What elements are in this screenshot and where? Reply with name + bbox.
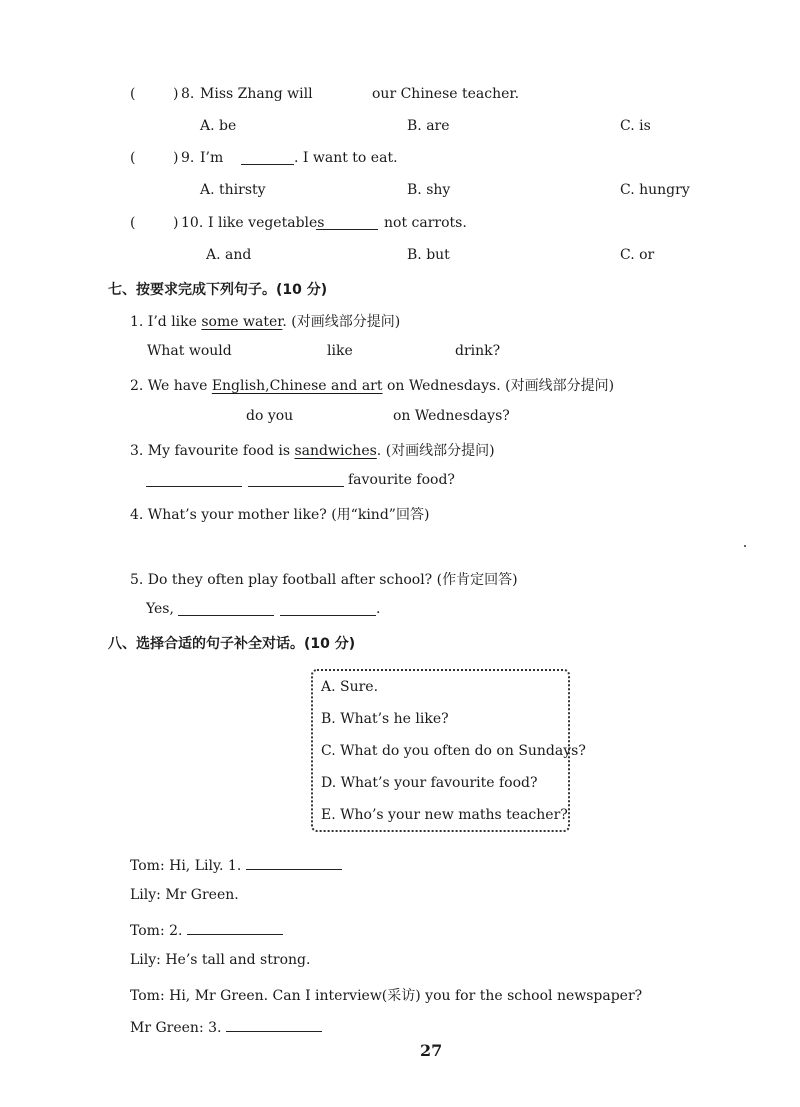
dialogue-text: Mr Green: 3.	[130, 1020, 222, 1036]
question-number: 10.	[181, 215, 204, 231]
box-option-a: A. Sure.	[321, 679, 379, 695]
dialogue-line: Tom: Hi, Mr Green. Can I interview(采访) you for the school newspaper?	[130, 988, 643, 1004]
dialogue-line: Lily: He’s tall and strong.	[130, 952, 311, 968]
box-option-e: E. Who’s your new maths teacher?	[321, 807, 568, 823]
q3-blank-1[interactable]	[146, 472, 242, 487]
box-option-c: C. What do you often do on Sundays?	[321, 743, 586, 759]
s7-q3	[130, 440, 495, 460]
s7-q1	[130, 311, 400, 331]
q2-underlined: English,Chinese and art	[211, 378, 383, 394]
answer-paren-close: )	[173, 150, 179, 166]
dialogue-text: Tom: 2.	[130, 923, 183, 939]
q5-answer-end: .	[376, 601, 381, 617]
q1-underlined: some water	[201, 314, 283, 330]
dialogue-line	[130, 855, 342, 874]
answer-paren-open: (	[130, 150, 136, 166]
dialogue-line: Lily: Mr Green.	[130, 887, 239, 903]
question-stem: I’m	[200, 150, 224, 166]
q2-prefix: 2. We have	[130, 378, 212, 394]
q1-prefix: 1. I’d like	[130, 314, 202, 330]
box-option-b: B. What’s he like?	[321, 711, 449, 727]
q3-prefix: 3. My favourite food is	[130, 443, 295, 459]
s7-q5: 5. Do they often play football after school? (作肯定回答)	[130, 572, 518, 588]
answer-paren-open: (	[130, 86, 136, 102]
dialogue-line	[130, 1017, 322, 1036]
stray-dot	[744, 545, 746, 547]
q3-answer-tail: favourite food?	[348, 472, 455, 488]
option-c: C. is	[620, 118, 651, 134]
answer-paren-close: )	[173, 86, 179, 102]
dialogue-text: Tom: Hi, Lily. 1.	[130, 858, 242, 874]
answer-paren-open: (	[130, 215, 136, 231]
s7-q2	[130, 375, 614, 395]
dialogue-blank[interactable]	[246, 855, 342, 870]
q1-answer-mid: like	[327, 343, 353, 359]
option-c: C. hungry	[620, 182, 690, 198]
section-7-heading: 七、按要求完成下列句子。(10 分)	[108, 282, 328, 298]
question-number: 8.	[181, 86, 195, 102]
q2-answer-end: on Wednesdays?	[393, 408, 510, 424]
q5-blank-2[interactable]	[280, 601, 376, 616]
dialogue-blank[interactable]	[226, 1017, 322, 1032]
options-box	[311, 669, 586, 832]
option-b: B. shy	[407, 182, 451, 198]
q2-suffix: on Wednesdays. (对画线部分提问)	[382, 378, 615, 394]
q1-suffix: . (对画线部分提问)	[282, 314, 401, 330]
dialogue-blank[interactable]	[187, 920, 283, 935]
box-option-d: D. What’s your favourite food?	[321, 775, 538, 791]
page-number: 27	[420, 1041, 443, 1060]
option-b: B. but	[407, 247, 450, 263]
section-8-heading: 八、选择合适的句子补全对话。(10 分)	[108, 636, 356, 652]
option-c: C. or	[620, 247, 655, 263]
q3-blank-2[interactable]	[248, 472, 344, 487]
q5-answer-start: Yes,	[146, 601, 174, 617]
question-stem-tail: our Chinese teacher.	[372, 86, 520, 102]
option-a: A. and	[206, 247, 252, 263]
q5-blank-1[interactable]	[178, 601, 274, 616]
question-number: 9.	[181, 150, 195, 166]
fill-blank[interactable]	[316, 215, 378, 230]
option-b: B. are	[407, 118, 450, 134]
question-stem-tail: not carrots.	[384, 215, 467, 231]
option-a: A. thirsty	[200, 182, 266, 198]
question-stem: Miss Zhang will	[200, 86, 313, 102]
q3-suffix: . (对画线部分提问)	[376, 443, 495, 459]
s7-q4: 4. What’s your mother like? (用“kind”回答)	[130, 507, 430, 523]
q3-underlined: sandwiches	[294, 443, 377, 459]
q1-answer-start: What would	[147, 343, 232, 359]
fill-blank[interactable]	[241, 150, 294, 165]
dialogue-line	[130, 920, 283, 939]
q1-answer-end: drink?	[455, 343, 501, 359]
question-stem-tail: . I want to eat.	[294, 150, 398, 166]
q2-answer-start: do you	[246, 408, 294, 424]
answer-paren-close: )	[173, 215, 179, 231]
option-a: A. be	[200, 118, 237, 134]
question-stem: I like vegetables	[208, 215, 325, 231]
